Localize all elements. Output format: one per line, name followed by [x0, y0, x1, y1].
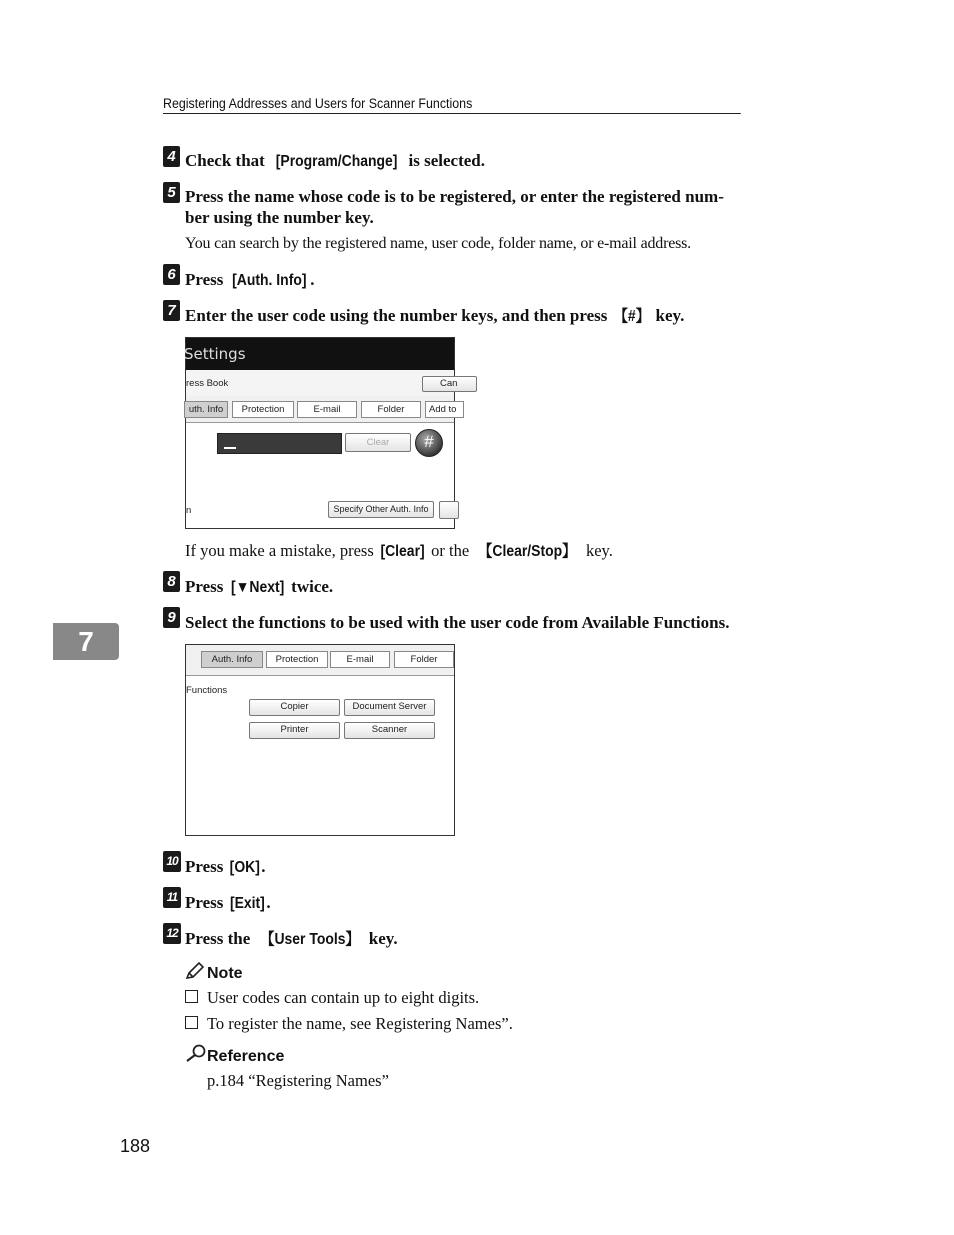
- functions-label: Functions: [186, 685, 228, 696]
- step-10: Press [OK].: [185, 857, 266, 876]
- note-item: User codes can contain up to eight digits.: [185, 987, 479, 1008]
- clear-button[interactable]: Clear: [345, 433, 411, 452]
- user-code-input[interactable]: [217, 433, 342, 454]
- step-5-note: You can search by the registered name, user code, folder name, or e-mail address.: [185, 235, 691, 252]
- mistake-note: If you make a mistake, press [Clear] or the 【Clear/Stop】 key.: [185, 541, 613, 560]
- step-number: 7: [163, 300, 180, 321]
- step-9: Select the functions to be used with the user code from Available Functions.: [185, 613, 730, 632]
- tab-email[interactable]: E-mail: [297, 401, 357, 418]
- tab-email[interactable]: E-mail: [330, 651, 390, 668]
- step-12: Press the 【User Tools】 key.: [185, 929, 398, 948]
- title-text: Settings: [184, 345, 246, 363]
- step-11: Press [Exit] .: [185, 893, 271, 912]
- step-number: 12: [163, 923, 181, 944]
- reference-title: Reference: [207, 1048, 285, 1065]
- step-number: 11: [163, 887, 181, 908]
- cancel-button[interactable]: Can: [422, 376, 477, 392]
- printer-button[interactable]: Printer: [249, 722, 340, 739]
- magnifier-icon: [185, 1044, 207, 1067]
- document-server-button[interactable]: Document Server: [344, 699, 435, 716]
- specify-other-auth-info-button[interactable]: Specify Other Auth. Info: [328, 501, 434, 518]
- running-header: Registering Addresses and Users for Scanner Functions: [163, 96, 741, 114]
- page-number: 188: [120, 1136, 151, 1156]
- tab-auth-info[interactable]: uth. Info: [184, 401, 228, 418]
- step-8: Press [▼Next] twice.: [185, 577, 334, 596]
- next-button[interactable]: [439, 501, 459, 519]
- tab-add-to[interactable]: Add to: [425, 401, 464, 418]
- reference-text: p.184 “Registering Names”: [207, 1071, 389, 1090]
- step-number: 4: [163, 146, 180, 167]
- tab-folder[interactable]: Folder: [394, 651, 454, 668]
- step-5-line2: ber using the number key.: [185, 208, 374, 227]
- scanner-button[interactable]: Scanner: [344, 722, 435, 739]
- step-6: Press [Auth. Info] .: [185, 270, 315, 289]
- note-title: Note: [207, 965, 243, 982]
- step-number: 5: [163, 182, 180, 203]
- step-7: Enter the user code using the number keys, and then press 【#】 key.: [185, 306, 685, 325]
- step-number: 6: [163, 264, 180, 285]
- tab-protection[interactable]: Protection: [266, 651, 328, 668]
- pencil-icon: [185, 962, 205, 985]
- tab-protection[interactable]: Protection: [232, 401, 294, 418]
- address-book-label: ress Book: [186, 378, 229, 389]
- step-number: 9: [163, 607, 180, 628]
- note-item: To register the name, see Registering Names”.: [185, 1013, 513, 1034]
- copier-button[interactable]: Copier: [249, 699, 340, 716]
- step-5-line1: Press the name whose code is to be registered, or enter the registered num-: [185, 187, 724, 206]
- step-4: Check that [Program/Change] is selected.: [185, 151, 486, 170]
- tab-folder[interactable]: Folder: [361, 401, 421, 418]
- chapter-tab: 7: [53, 623, 119, 660]
- step-number: 8: [163, 571, 180, 592]
- cursor: [224, 447, 236, 449]
- screenshot-auth-info: [184, 337, 458, 529]
- step-number: 10: [163, 851, 181, 872]
- screenshot-available-functions: [185, 644, 455, 836]
- tab-auth-info[interactable]: Auth. Info: [201, 651, 263, 668]
- left-fragment: n: [186, 505, 192, 516]
- hash-icon[interactable]: #: [415, 429, 443, 457]
